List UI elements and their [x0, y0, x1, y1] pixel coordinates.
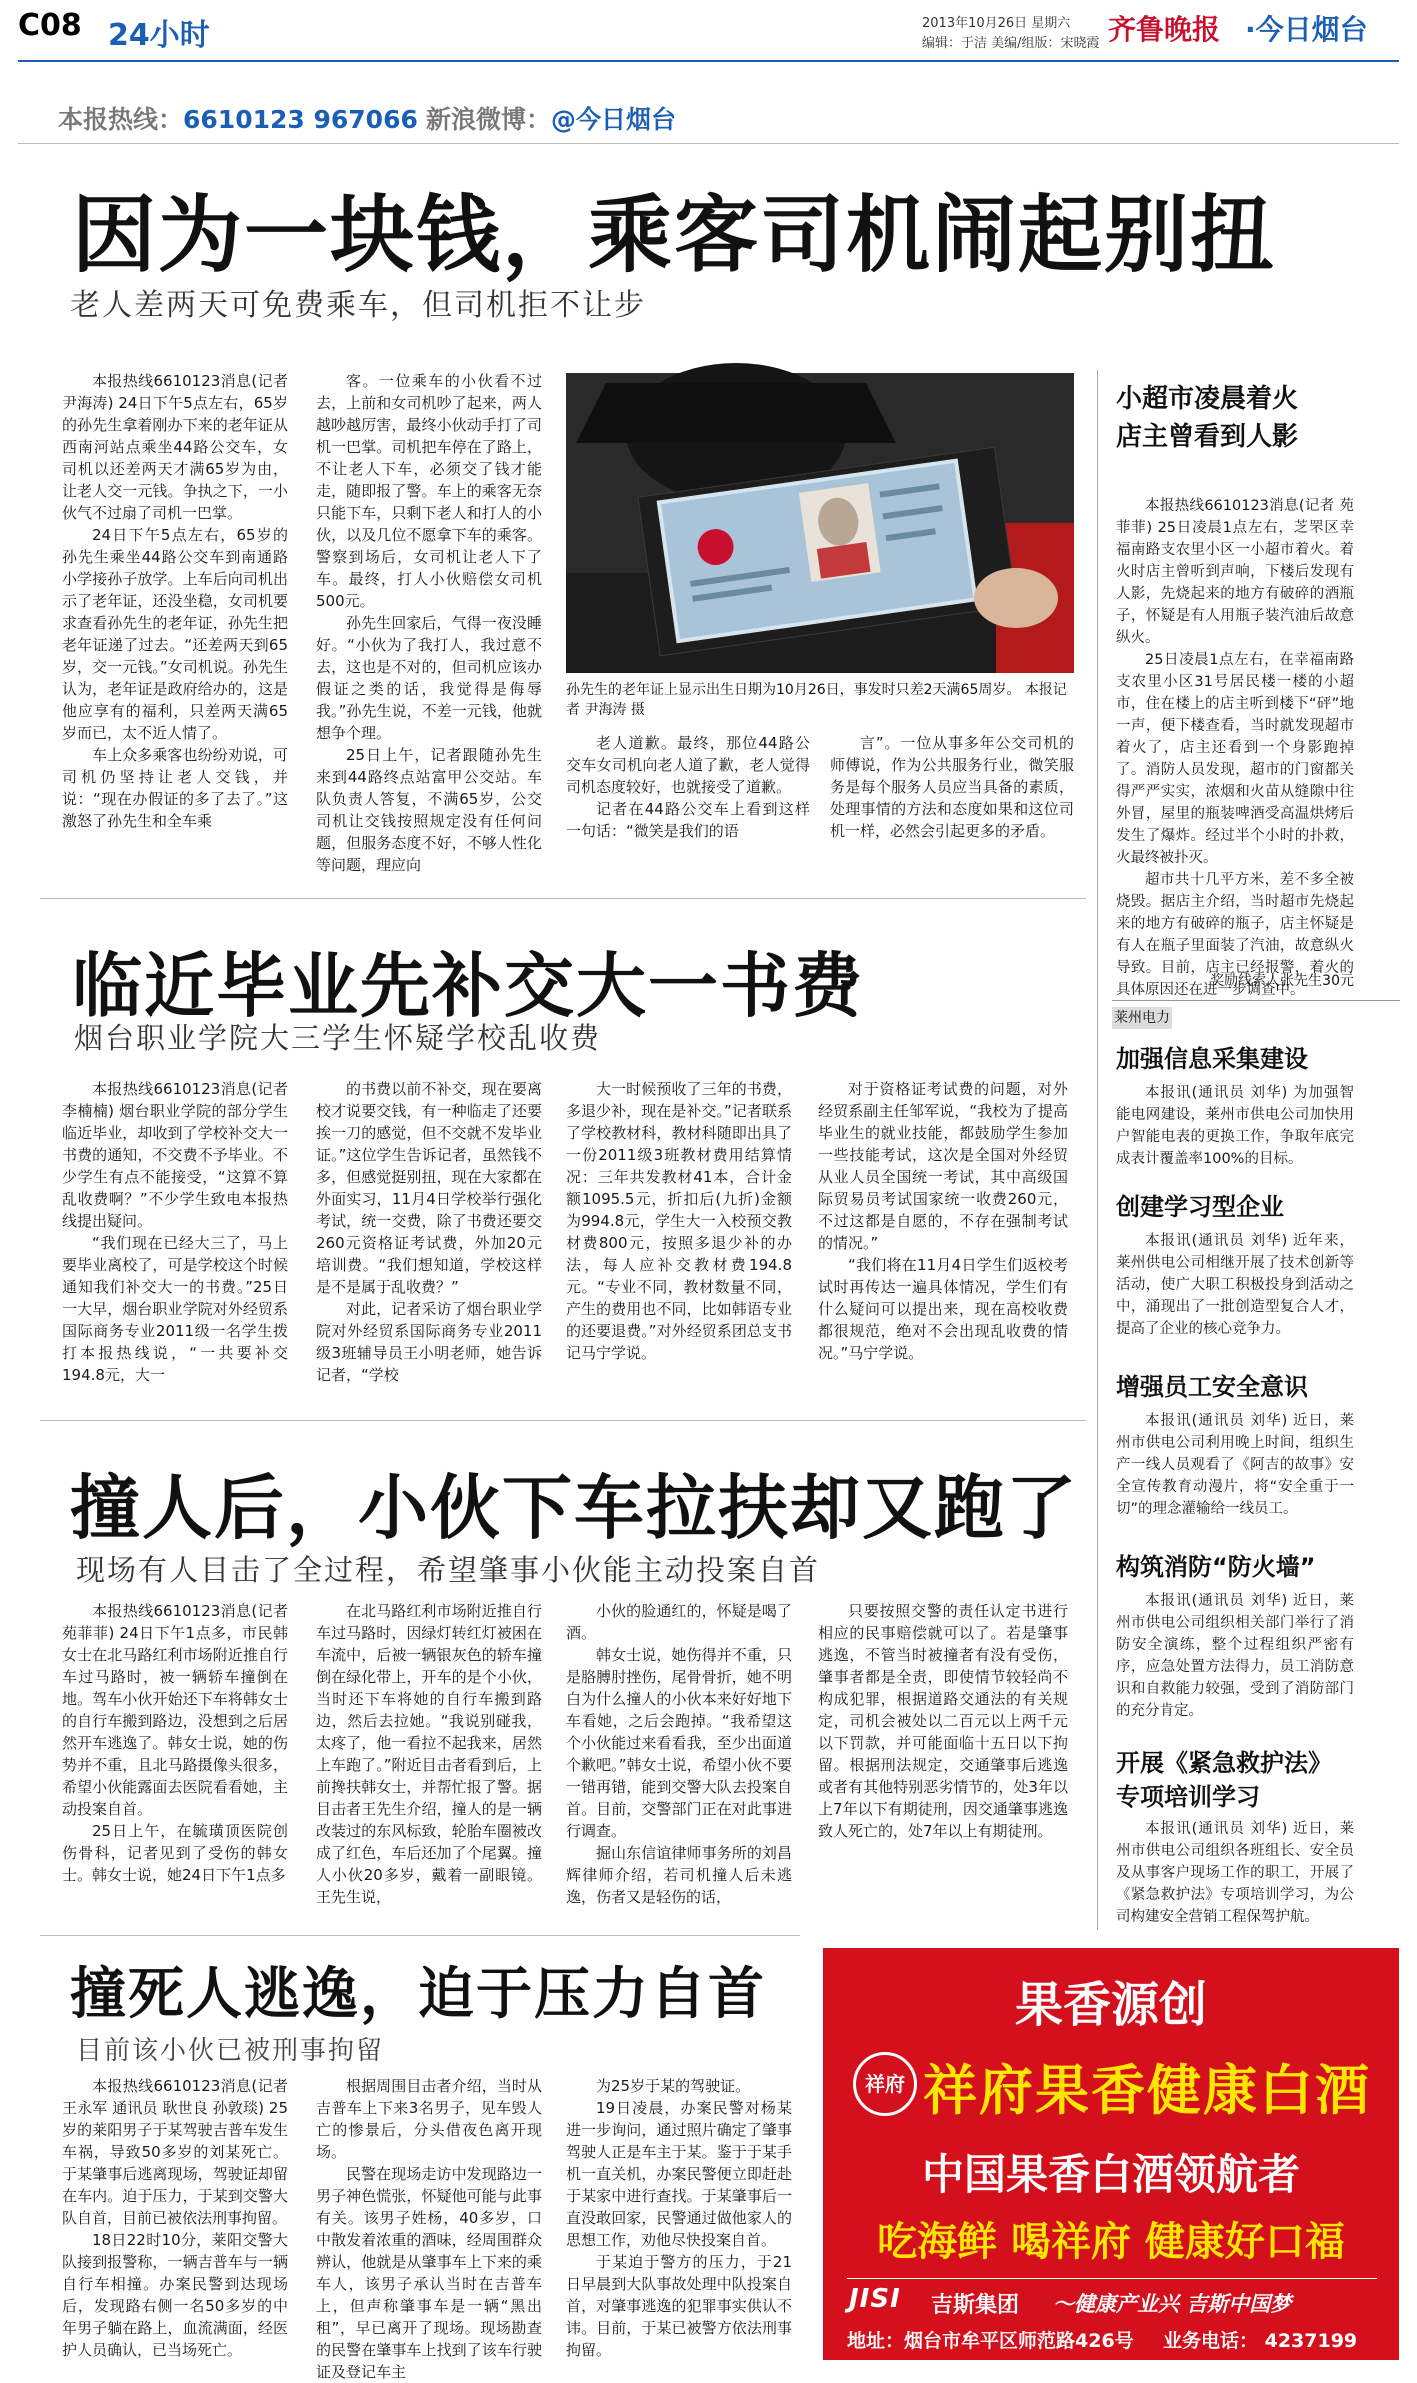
paragraph: 车上众多乘客也纷纷劝说，可司机仍坚持让老人交钱，并说：“现在办假证的多了去了。”这激怒了孙先生和全车乘 [62, 746, 288, 830]
divider [1112, 1000, 1400, 1001]
paragraph: 记者在44路公交车上看到这样一句话：“微笑是我们的语 [566, 800, 810, 840]
paragraph: 本报热线6610123消息(记者 尹海涛) 24日下午5点左右，65岁的孙先生拿着刚办下来的老年证从西南河站点乘坐44路公交车，女司机以还差两天才满65岁为由，让老人交一元钱。争执之下，一小伙气不过扇了司机一巴掌。 [62, 372, 288, 522]
paragraph: 25日上午，记者跟随孙先生来到44路终点站富甲公交站。车队负责人答复，不满65岁，公交司机让交钱按照规定没有任何问题，但服务态度不好，不够人性化等问题，理应向 [316, 746, 542, 874]
paragraph: 民警在现场走访中发现路边一男子神色慌张，怀疑他可能与此事有关。该男子姓杨，40多岁，口中散发着浓重的酒味，经周围群众辨认，他就是从肇事车上下来的乘车人，该男子承认当时在吉普车上，但声称肇事车是一辆“黑出租”，早已离开了现场。现场勘查的民警在肇事车上找到了该车行驶证及登记车主 [316, 2165, 542, 2381]
sidebar-item-text: 本报讯(通讯员 刘华) 近日，莱州市供电公司组织各班组长、安全员及从事客户现场工作的职工，开展了《紧急救护法》专项培训学习，为公司构建安全营销工程保驾护航。 [1116, 1821, 1354, 1925]
article4-col1 [62, 2075, 288, 2373]
article4-col2 [316, 2075, 542, 2381]
sidebar-item-headline: 构筑消防“防火墙” [1116, 1553, 1316, 1581]
paragraph: 小伙的脸通红的，怀疑是喝了酒。 [566, 1602, 792, 1642]
article4-subhead: 目前该小伙已被刑事拘留 [76, 2036, 385, 2066]
article3-subhead: 现场有人目击了全过程，希望肇事小伙能主动投案自首 [76, 1553, 821, 1587]
article3-col2: 在北马路红利市场附近推自行车过马路时，因绿灯转红灯被困在车流中，后被一辆银灰色的轿车撞倒在绿化带上，开车的是个小伙，当时还下车将她的自行车搬到路边，然后去拉她。“我说别碰我，太疼了，他一看拉不起我来，居然上车跑了。”附近目击者看到后，上前搀扶韩女士，并帮忙报了警。据目击者王先生介绍，撞人的是一辆改装过的东风标致，轮胎车圈被改成了红色，车后还加了个尾翼。撞人小伙20多岁，戴着一副眼镜。王先生说， [316, 1602, 542, 1906]
divider [40, 898, 1086, 899]
ad-rule [847, 2278, 1377, 2279]
article4-headline: 撞死人逃逸，迫于压力自首 [70, 1961, 766, 2027]
article2-col2 [316, 1078, 542, 1404]
header-rule [18, 60, 1399, 62]
divider [40, 1420, 1086, 1421]
sidebar-power-label: 莱州电力 [1112, 1007, 1172, 1029]
article3-col4: 只要按照交警的责任认定书进行相应的民事赔偿就可以了。若是肇事逃逸，不管当时被撞者有没有受伤，肇事者都是全责，即使情节较轻尚不构成犯罪，根据道路交通法的有关规定，司机会被处以二百元以上两千元以下罚款，并可能面临十五日以下拘留。根据刑法规定，交通肇事后逃逸或者有其他特别恶劣情节的，处3年以上7年以下有期徒刑，因交通肇事逃逸致人死亡的，处7年以上有期徒刑。 [818, 1602, 1068, 1840]
article2-col4 [818, 1078, 1068, 1404]
ad-company: 吉斯集团 [931, 2293, 1020, 2318]
paragraph: 孙先生回家后，气得一夜没睡好。“小伙为了我打人，我过意不去，这也是不对的，但司机应该办假证之类的话，我觉得是侮辱我。”孙先生说，不差一元钱，他就想争个理。 [316, 614, 542, 742]
paragraph: 本报热线6610123消息(记者 李楠楠) 烟台职业学院的部分学生临近毕业，却收到了学校补交大一书费的通知，不交费不予毕业。不少学生有点不能接受，“这算不算乱收费啊？”不少学生致电本报热线提出疑问。 [62, 1080, 288, 1230]
paragraph: 25日凌晨1点左右，在幸福南路支农里小区31号居民楼一楼的小超市，住在楼上的店主听到楼下“砰”地一声，便下楼查看，当时就发现超市着火了，店主还看到一个身影跑掉了。消防人员发现，超市的门窗都关得严严实实，浓烟和火苗从缝隙中往外冒，屋里的瓶装啤酒受高温烘烤后发生了爆炸。经过半个小时的扑救，火最终被扑灭。 [1116, 652, 1354, 866]
paragraph: 超市共十几平方米，差不多全被烧毁。据店主介绍，当时超市先烧起来的地方有破碎的瓶子，店主怀疑是有人在瓶子里面装了汽油，故意纵火导致。目前，店主已经报警，着火的具体原因还在进一步调查中。 [1116, 872, 1354, 998]
ad-address: 地址：烟台市牟平区师范路426号 [847, 2330, 1134, 2352]
sidebar-fire-headline: 小超市凌晨着火 店主曾看到人影 [1116, 384, 1299, 452]
paragraph: 的书费以前不补交，现在要离校才说要交钱，有一种临走了还要挨一刀的感觉，但不交就不发毕业证。”这位学生告诉记者，虽然钱不多，但感觉挺别扭，现在大家都在外面实习，11月4日学校举行强化考试，统一交费，除了书费还要交260元资格证考试费，外加20元培训费。“我们想知道，学校这样是不是属于乱收费？” [316, 1080, 542, 1296]
sidebar-item-headline: 开展《紧急救护法》 专项培训学习 [1116, 1749, 1332, 1811]
paragraph: 对此，记者采访了烟台职业学院对外经贸系国际商务专业2011级3班辅导员王小明老师，她告诉记者，“学校 [316, 1300, 542, 1384]
sidebar-divider [1097, 370, 1098, 1930]
hotline: 本报热线：6610123 967066 [58, 105, 418, 134]
article2-headline: 临近毕业先补交大一书费 [72, 944, 864, 1027]
publish-date: 2013年10月26日 星期六 [922, 16, 1071, 31]
article2-col3: 大一时候预收了三年的书费，多退少补，现在是补交。”记者联系了学校教材科，教材科随即出具了一份2011级3班教材费用结算情况：三年共发教材41本，合计金额1095.5元，折扣后(九折)金额为994.8元，学生大一入校预交教材费800元，按照多退少补的办法，每人应补交教材费194.8元。“专业不同，教材数量不同，产生的费用也不同，比如韩语专业的还要退费。”对外经贸系团总支书记马宁学说。 [566, 1080, 792, 1362]
article3-col1 [62, 1600, 288, 1920]
sidebar-item-text: 本报讯(通讯员 刘华) 近日，莱州市供电公司组织相关部门举行了消防安全演练，整个过程组织严密有序，应急处置方法得力，员工消防意识和自救能力较强，受到了消防部门的充分肯定。 [1116, 1593, 1354, 1719]
article1-col1 [62, 370, 288, 880]
ad-product-name: 祥府果香健康白酒 [923, 2058, 1371, 2122]
newspaper-edition: ·今日烟台 [1245, 13, 1368, 46]
paragraph: 25日上午，在毓璜顶医院创伤骨科，记者见到了受伤的韩女士。韩女士说，她24日下午1点多 [62, 1822, 288, 1884]
sidebar-item-headline: 增强员工安全意识 [1116, 1373, 1308, 1401]
paragraph: 于某迫于警方的压力，于21日早晨到大队事故处理中队投案自首，对肇事逃逸的犯罪事实供认不讳。目前，于某已被警方依法刑事拘留。 [566, 2253, 792, 2359]
article1-col2 [316, 370, 542, 880]
article1-photo [566, 373, 1074, 673]
ad-phone: 业务电话： 4237199 [1163, 2330, 1358, 2352]
paragraph: 19日凌晨，办案民警对杨某进一步询问，通过照片确定了肇事驾驶人正是车主于某。鉴于于某手机一直关机，办案民警便立即赶赴于某家中进行查找。于某肇事后一直没敢回家，民警通过做他家人的思想工作，劝他尽快投案自首。 [566, 2099, 792, 2249]
article3-col3 [566, 1600, 792, 1920]
ad-title-top: 果香源创 [1014, 1977, 1207, 2033]
sidebar-item-text: 本报讯(通讯员 刘华) 为加强智能电网建设，莱州市供电公司加快用户智能电表的更换工作，争取年底完成表计覆盖率100%的目标。 [1116, 1085, 1354, 1167]
sidebar-item-text: 本报讯(通讯员 刘华) 近日，莱州市供电公司利用晚上时间，组织生产一线人员观看了《阿吉的故事》安全宣传教育动漫片，将“安全重于一切”的理念灌输给一线员工。 [1116, 1413, 1354, 1517]
paragraph: 韩女士说，她伤得并不重，只是胳膊肘挫伤，尾骨骨折，她不明白为什么撞人的小伙本来好好地下车看她，之后会跑掉。“我希望这个小伙能过来看看我，至少出面道个歉吧。”韩女士说，希望小伙不要一错再错，能到交警大队去投案自首。目前，交警部门正在对此事进行调查。 [566, 1646, 792, 1840]
weibo-handle: @今日烟台 [551, 105, 677, 134]
paragraph: 24日下午5点左右，65岁的孙先生乘坐44路公交车到南通路小学接孙子放学。上车后向司机出示了老年证，还没坐稳，女司机要求查看孙先生的老年证，孙先生把老年证递了过去。“还差两天到65岁，交一元钱。”女司机说。孙先生认为，老年证是政府给办的，这是他应享有的福利，只差两天满65岁而已，太不近人情了。 [62, 526, 288, 742]
paragraph: 老人道歉。最终，那位44路公交车女司机向老人道了歉，老人觉得司机态度较好，也就接受了道歉。 [566, 734, 810, 796]
paragraph: 本报热线6610123消息(记者 王永军 通讯员 耿世良 孙敦琰) 25岁的莱阳男子于某驾驶吉普车发生车祸，导致50多岁的刘某死亡。于某肇事后逃离现场，驾驶证却留在车内。迫于压力，于某到交警大队自首，目前已被依法刑事拘留。 [62, 2077, 288, 2227]
contact-rule [18, 143, 1399, 144]
divider [40, 1935, 800, 1936]
article1-subhead: 老人差两天可免费乘车，但司机拒不让步 [70, 288, 646, 323]
article4-col3 [566, 2075, 792, 2373]
ad-tagline: ～健康产业兴 吉斯中国梦 [1053, 2292, 1292, 2316]
article1-headline: 因为一块钱，乘客司机闹起别扭 [72, 185, 1277, 284]
hotline-number: 6610123 967066 [183, 105, 418, 134]
paragraph: 为25岁于某的驾驶证。 [596, 2077, 751, 2095]
company-logo: JISI [849, 2284, 901, 2314]
article1-photo-caption: 孙先生的老年证上显示出生日期为10月26日，事发时只差2天满65周岁。 本报记者 尹海涛 摄 [566, 682, 1067, 718]
paragraph: “我们将在11月4日学生们返校考试时再传达一遍具体情况，学生们有什么疑问可以提出来，现在高校收费都很规范，绝对不会出现乱收费的情况。”马宁学说。 [818, 1256, 1068, 1362]
sidebar-item-text: 本报讯(通讯员 刘华) 近年来，莱州供电公司相继开展了技术创新等活动，使广大职工积极投身到活动之中，涌现出了一批创造型复合人才，提高了企业的核心竞争力。 [1116, 1233, 1354, 1337]
paragraph: 18日22时10分，莱阳交警大队接到报警称，一辆吉普车与一辆自行车相撞。办案民警到达现场后，发现路右侧一名50多岁的中年男子躺在路上，血流满面，经医护人员确认，已当场死亡。 [62, 2231, 288, 2359]
article2-col1 [62, 1078, 288, 1404]
paragraph: 对于资格证考试费的问题，对外经贸系副主任邹军说，“我校为了提高毕业生的就业技能，都鼓励学生参加一些技能考试，这次是全国对外经贸从业人员全国统一考试，其中高级国际贸易员考试国家统一收费260元，不过这都是自愿的，不存在强制考试的情况。” [818, 1080, 1068, 1252]
paragraph: 本报热线6610123消息(记者 苑菲菲) 25日凌晨1点左右，芝罘区幸福南路支农里小区一小超市着火。着火时店主曾听到声响，下楼后发现有人影，先烧起来的地方有破碎的酒瓶子，怀疑是有人用瓶子装汽油后故意纵火。 [1116, 498, 1354, 646]
paragraph: 根据周围目击者介绍，当时从吉普车上下来3名男子，见车毁人亡的惨景后，分头借夜色离开现场。 [316, 2077, 542, 2161]
weibo: 新浪微博：@今日烟台 [426, 105, 677, 134]
ad-slogan2: 吃海鲜 喝祥府 健康好口福 [877, 2218, 1345, 2265]
page-number: C08 [18, 8, 82, 43]
ad-seal-logo: 祥府 [853, 2052, 917, 2116]
article1-col4: 言”。一位从事多年公交司机的师傅说，作为公共服务行业，微笑服务是每个服务人员应当具备的素质，处理事情的方法和态度如果和这位司机一样，必然会引起更多的矛盾。 [830, 734, 1074, 840]
sidebar-fire-tip: 奖励线索人张先生30元 [1210, 973, 1354, 989]
oldage-card-photo [566, 373, 1074, 673]
paragraph: 本报热线6610123消息(记者 苑菲菲) 24日下午1点多，市民韩女士在北马路红利市场附近推自行车过马路时，被一辆轿车撞倒在地。驾车小伙开始还下车将韩女士的自行车搬到路边，没想到之后居然开车逃逸了。韩女士说，她的伤势并不重，且北马路摄像头很多，希望小伙能露面去医院看看她，主动投案自首。 [62, 1602, 288, 1818]
editor-credits: 编辑：于洁 美编/组版：宋晓霞 [922, 36, 1100, 51]
sidebar-item-headline: 创建学习型企业 [1116, 1193, 1284, 1221]
sidebar-item-headline: 加强信息采集建设 [1116, 1045, 1308, 1073]
paragraph: 客。一位乘车的小伙看不过去，上前和女司机吵了起来，两人越吵越厉害，最终小伙动手打了司机一巴掌。司机把车停在了路上，不让老人下车，必须交了钱才能走，随即报了警。车上的乘客无奈只能下车，只剩下老人和打人的小伙，以及几位不愿拿下车的乘客。警察到场后，女司机让老人下了车。最终，打人小伙赔偿女司机500元。 [316, 372, 542, 610]
liquor-advertisement[interactable] [823, 1948, 1399, 2360]
section-title: 24小时 [108, 18, 210, 53]
article2-subhead: 烟台职业学院大三学生怀疑学校乱收费 [74, 1021, 602, 1055]
newspaper-brand: 齐鲁晚报 [1108, 13, 1221, 46]
ad-slogan1: 中国果香白酒领航者 [921, 2150, 1300, 2199]
article1-col3 [566, 732, 810, 882]
article3-headline: 撞人后，小伙下车拉扶却又跑了 [70, 1466, 1078, 1549]
paragraph: “我们现在已经大三了，马上要毕业离校了，可是学校这个时候通知我们补交大一的书费。”25日一大早，烟台职业学院对外经贸系国际商务专业2011级一名学生拨打本报热线说，“一共要补交194.8元，大一 [62, 1234, 288, 1384]
paragraph: 掘山东信谊律师事务所的刘昌辉律师介绍，若司机撞人后未逃逸，伤者又是轻伤的话， [566, 1844, 792, 1906]
